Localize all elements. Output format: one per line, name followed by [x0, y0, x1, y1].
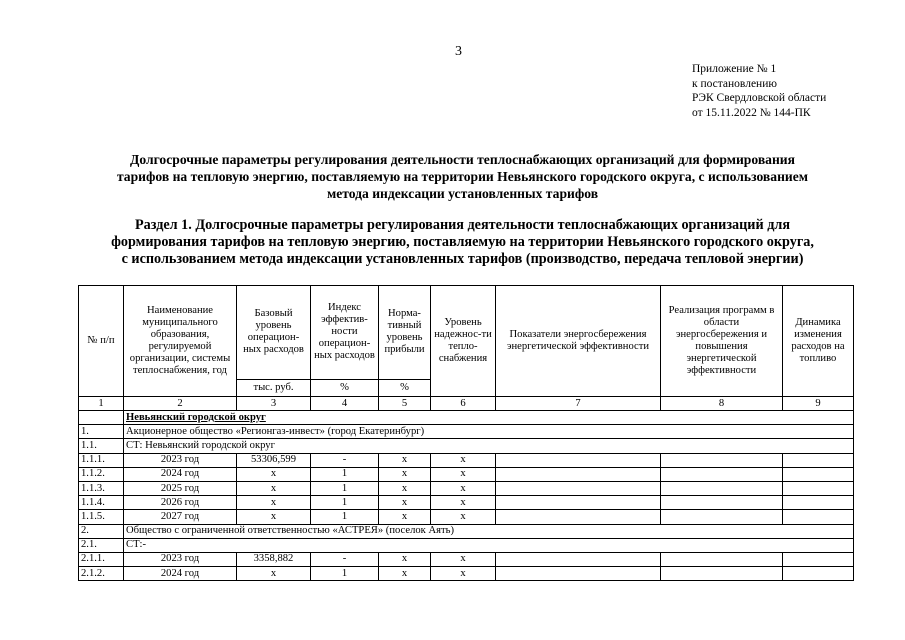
row-index: - — [311, 552, 379, 566]
row-num: 1.1. — [79, 439, 124, 453]
col-number: 8 — [661, 397, 783, 411]
row-reliability: х — [431, 552, 496, 566]
row-index: - — [311, 453, 379, 467]
row-reliability: х — [431, 453, 496, 467]
col-number: 2 — [124, 397, 237, 411]
table-row — [79, 567, 854, 581]
table-row — [79, 552, 854, 566]
appendix-line: Приложение № 1 — [692, 63, 777, 75]
col-number: 9 — [783, 397, 854, 411]
col-number: 1 — [79, 397, 124, 411]
row-index: 1 — [311, 467, 379, 481]
table-row — [79, 467, 854, 481]
table-row — [79, 510, 854, 524]
row-base: 3358,882 — [237, 552, 311, 566]
col-number: 3 — [237, 397, 311, 411]
row-reliability: х — [431, 510, 496, 524]
system-row — [79, 538, 854, 552]
header-norm: Норма-тивный уровень прибыли — [379, 286, 431, 380]
appendix-line: от 15.11.2022 № 144-ПК — [692, 106, 811, 119]
row-num: 1.1.1. — [79, 453, 124, 467]
col-number: 4 — [311, 397, 379, 411]
row-base: 53306,599 — [237, 453, 311, 467]
row-year: 2026 год — [124, 496, 237, 510]
appendix-line: к постановлению — [692, 77, 777, 90]
row-num: 2.1. — [79, 538, 124, 552]
row-index: 1 — [311, 481, 379, 495]
main-title-line: метода индексации установленных тарифов — [326, 186, 599, 201]
row-base: х — [237, 510, 311, 524]
row-num: 1.1.2. — [79, 467, 124, 481]
column-numbers-row — [79, 397, 854, 411]
table-row — [79, 453, 854, 467]
header-reliability: Уровень надежнос-ти тепло-снабжения — [431, 286, 496, 397]
header-name: Наименование муниципального образования, регулируемой организации, системы теплоснабжения, год — [124, 286, 237, 397]
row-base: х — [237, 496, 311, 510]
appendix-line: РЭК Свердловской области — [692, 92, 827, 104]
municipality-name: Невьянский городской округ — [124, 411, 854, 425]
row-norm: х — [379, 567, 431, 581]
main-title-line: Долгосрочные параметры регулирования деятельности теплоснабжающих организаций для формирования — [130, 152, 795, 167]
row-year: 2023 год — [124, 453, 237, 467]
row-year: 2027 год — [124, 510, 237, 524]
row-reliability: х — [431, 467, 496, 481]
section-title-line: Раздел 1. Долгосрочные параметры регулирования деятельности теплоснабжающих организаций для — [134, 217, 791, 233]
parameters-table — [78, 285, 854, 581]
row-base: х — [237, 481, 311, 495]
row-num: 1.1.4. — [79, 496, 124, 510]
organization-row — [79, 524, 854, 538]
row-reliability: х — [431, 481, 496, 495]
table-row — [79, 481, 854, 495]
row-base: х — [237, 467, 311, 481]
table-header-row — [79, 286, 854, 380]
col-number: 6 — [431, 397, 496, 411]
row-year: 2023 год — [124, 552, 237, 566]
table-row — [79, 496, 854, 510]
row-num: 2.1.2. — [79, 567, 124, 581]
row-num: 1. — [79, 425, 124, 439]
row-norm: х — [379, 496, 431, 510]
row-reliability: х — [431, 496, 496, 510]
header-base: Базовый уровень операцион-ных расходов — [237, 286, 311, 380]
col-number: 7 — [496, 397, 661, 411]
row-num: 2. — [79, 524, 124, 538]
section-title-line: с использованием метода индексации установленных тарифов (производство, передача тепловой энергии) — [121, 251, 804, 267]
row-year: 2024 год — [124, 467, 237, 481]
main-title — [60, 151, 865, 202]
system-row — [79, 439, 854, 453]
row-year: 2024 год — [124, 567, 237, 581]
main-title-line: тарифов на тепловую энергию, поставляемую на территории Невьянского городского округа, с использованием — [116, 169, 809, 184]
row-norm: х — [379, 481, 431, 495]
col-number: 5 — [379, 397, 431, 411]
organization-name: Общество с ограниченной ответственностью «АСТРЕЯ» (поселок Аять) — [124, 524, 854, 538]
row-reliability: х — [431, 567, 496, 581]
row-index: 1 — [311, 496, 379, 510]
header-energy-indicators: Показатели энергосбережения энергетической эффективности — [496, 286, 661, 397]
row-num: 1.1.5. — [79, 510, 124, 524]
row-index: 1 — [311, 510, 379, 524]
organization-row — [79, 425, 854, 439]
row-norm: х — [379, 467, 431, 481]
header-programs: Реализация программ в области энергосбережения и повышения энергетической эффективности — [661, 286, 783, 397]
header-fuel: Динамика изменения расходов на топливо — [783, 286, 854, 397]
row-norm: х — [379, 510, 431, 524]
header-index: Индекс эффектив-ности операцион-ных расходов — [311, 286, 379, 380]
unit-norm: % — [379, 379, 431, 396]
page-number: 3 — [455, 44, 462, 59]
appendix-note — [692, 62, 826, 120]
unit-index: % — [311, 379, 379, 396]
municipality-row — [79, 411, 854, 425]
row-norm: х — [379, 552, 431, 566]
system-name: СТ: Невьянский городской округ — [124, 439, 854, 453]
row-base: х — [237, 567, 311, 581]
row-index: 1 — [311, 567, 379, 581]
row-num: 2.1.1. — [79, 552, 124, 566]
header-num: № п/п — [79, 286, 124, 397]
system-name: СТ:- — [124, 538, 854, 552]
organization-name: Акционерное общество «Регионгаз-инвест» (город Екатеринбург) — [124, 425, 854, 439]
section-title — [60, 217, 865, 268]
row-norm: х — [379, 453, 431, 467]
row-num: 1.1.3. — [79, 481, 124, 495]
unit-base: тыс. руб. — [237, 379, 311, 396]
row-year: 2025 год — [124, 481, 237, 495]
section-title-line: формирования тарифов на тепловую энергию, поставляемую на территории Невьянского городского округа, — [111, 234, 814, 250]
